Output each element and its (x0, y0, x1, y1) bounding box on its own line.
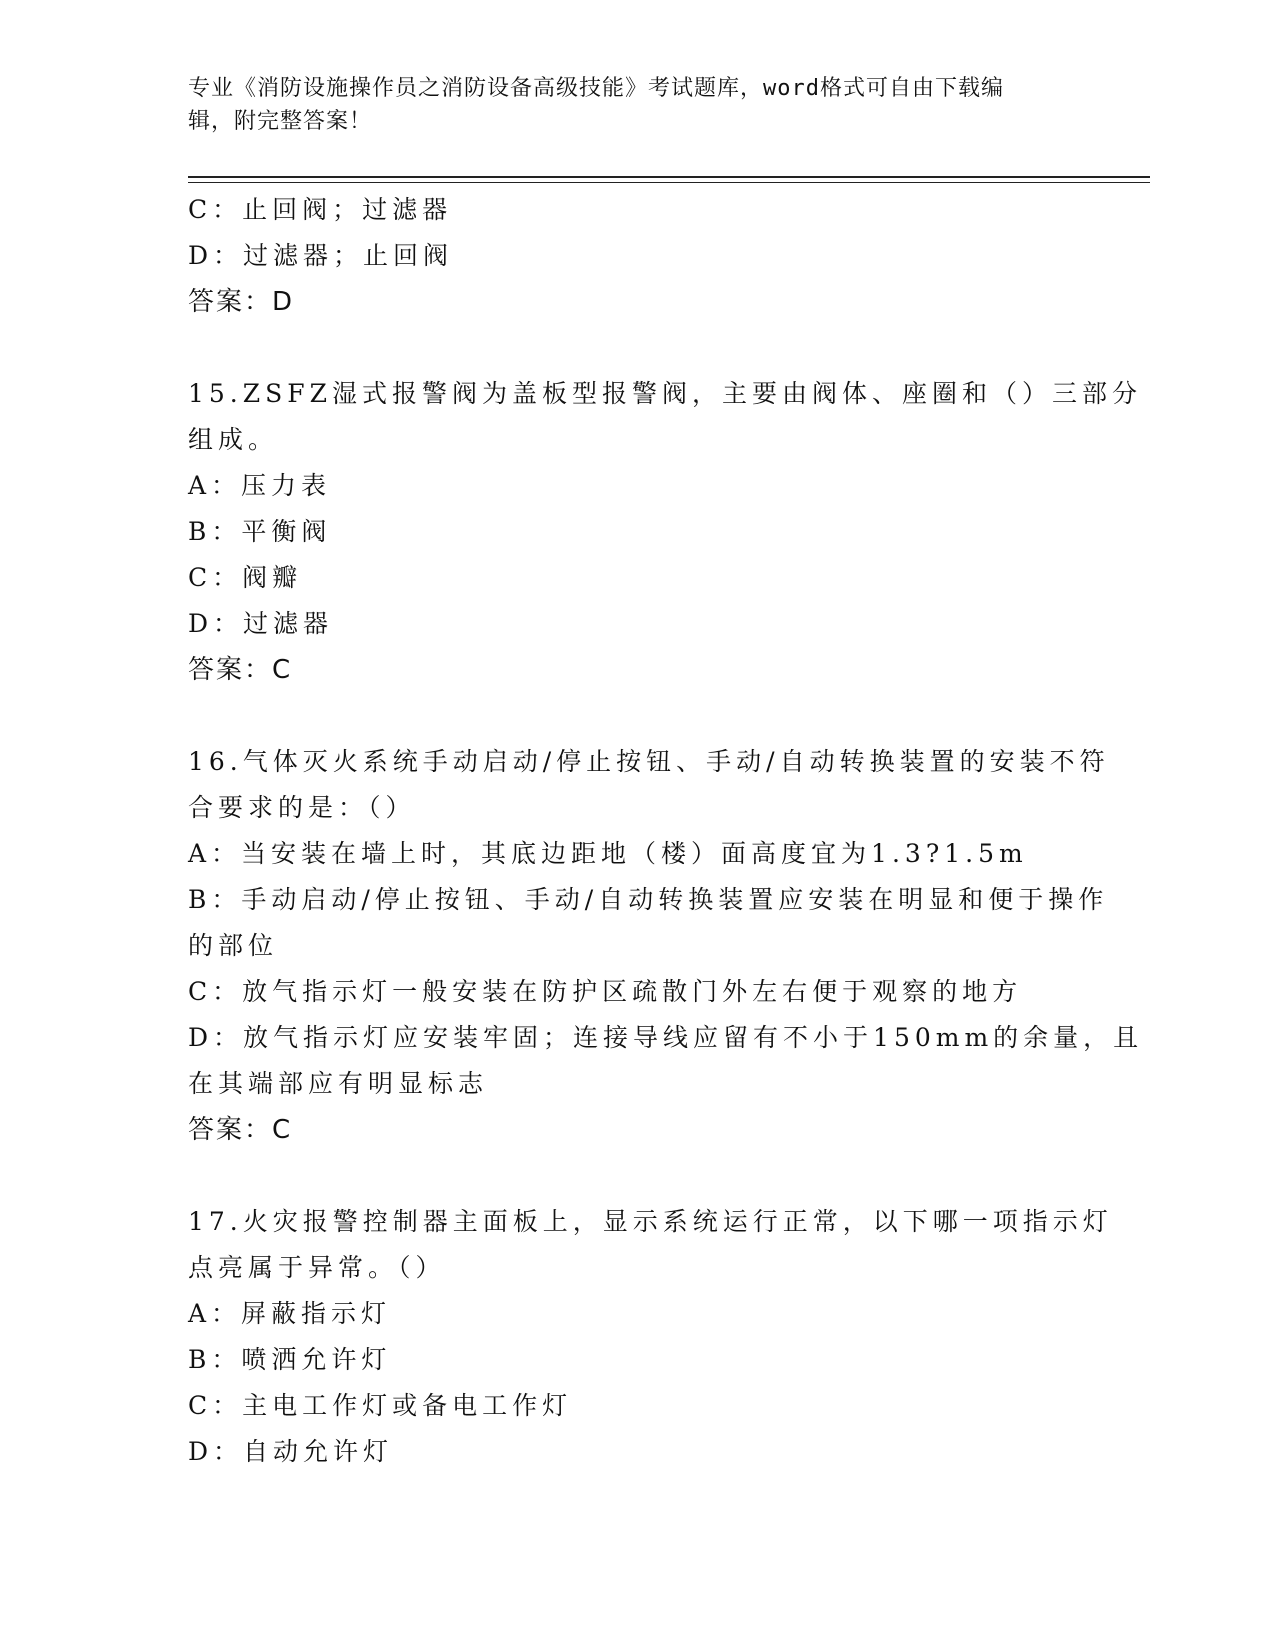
question-stem-line: 16.气体灭火系统手动启动/停止按钮、手动/自动转换装置的安装不符 (188, 747, 1110, 776)
option-a: A：压力表 (188, 471, 332, 500)
option-b: B：手动启动/停止按钮、手动/自动转换装置应安装在明显和便于操作 (188, 885, 1109, 914)
option-b-continued: 的部位 (188, 931, 279, 960)
option-b: B：喷洒允许灯 (188, 1345, 392, 1374)
page-header (188, 72, 1068, 138)
answer-line: 答案：C (188, 1115, 293, 1145)
option-c: C：主电工作灯或备电工作灯 (188, 1391, 573, 1420)
answer-line: 答案：C (188, 655, 293, 685)
question-17 (188, 1199, 1113, 1475)
option-d: D：自动允许灯 (188, 1437, 394, 1466)
header-rule-thick (188, 176, 1150, 178)
option-d: D：放气指示灯应安装牢固；连接导线应留有不小于150mm的余量，且 (188, 1023, 1144, 1052)
question-stem-line: 15.ZSFZ湿式报警阀为盖板型报警阀，主要由阀体、座圈和（）三部分 (188, 379, 1142, 408)
question-15 (188, 371, 1142, 693)
option-a: A：屏蔽指示灯 (188, 1299, 392, 1328)
header-line-2: 辑，附完整答案！ (188, 109, 373, 134)
question-14-fragment (188, 187, 1088, 325)
header-line-1: 专业《消防设施操作员之消防设备高级技能》考试题库，word格式可自由下载编 (188, 76, 1004, 101)
option-c: C：放气指示灯一般安装在防护区疏散门外左右便于观察的地方 (188, 977, 1023, 1006)
option-b: B：平衡阀 (188, 517, 332, 546)
option-d: D：过滤器 (188, 609, 334, 638)
option-a: A：当安装在墙上时，其底边距地（楼）面高度宜为1.3?1.5m (188, 839, 1028, 868)
question-stem-line: 合要求的是：（） (188, 793, 416, 822)
question-stem-line: 组成。 (188, 425, 279, 454)
question-stem-line: 17.火灾报警控制器主面板上，显示系统运行正常，以下哪一项指示灯 (188, 1207, 1113, 1236)
header-rule-thin (188, 182, 1150, 183)
question-stem-line: 点亮属于异常。（） (188, 1253, 446, 1282)
option-c: C：阀瓣 (188, 563, 303, 592)
spacer (188, 325, 1088, 371)
question-16 (188, 739, 1144, 1153)
option-c: C：止回阀；过滤器 (188, 195, 453, 224)
option-d: D：过滤器；止回阀 (188, 241, 454, 270)
option-d-continued: 在其端部应有明显标志 (188, 1069, 489, 1098)
spacer (188, 1153, 1088, 1199)
question-content (188, 187, 1144, 1475)
spacer (188, 693, 1088, 739)
answer-line: 答案：D (188, 287, 295, 317)
